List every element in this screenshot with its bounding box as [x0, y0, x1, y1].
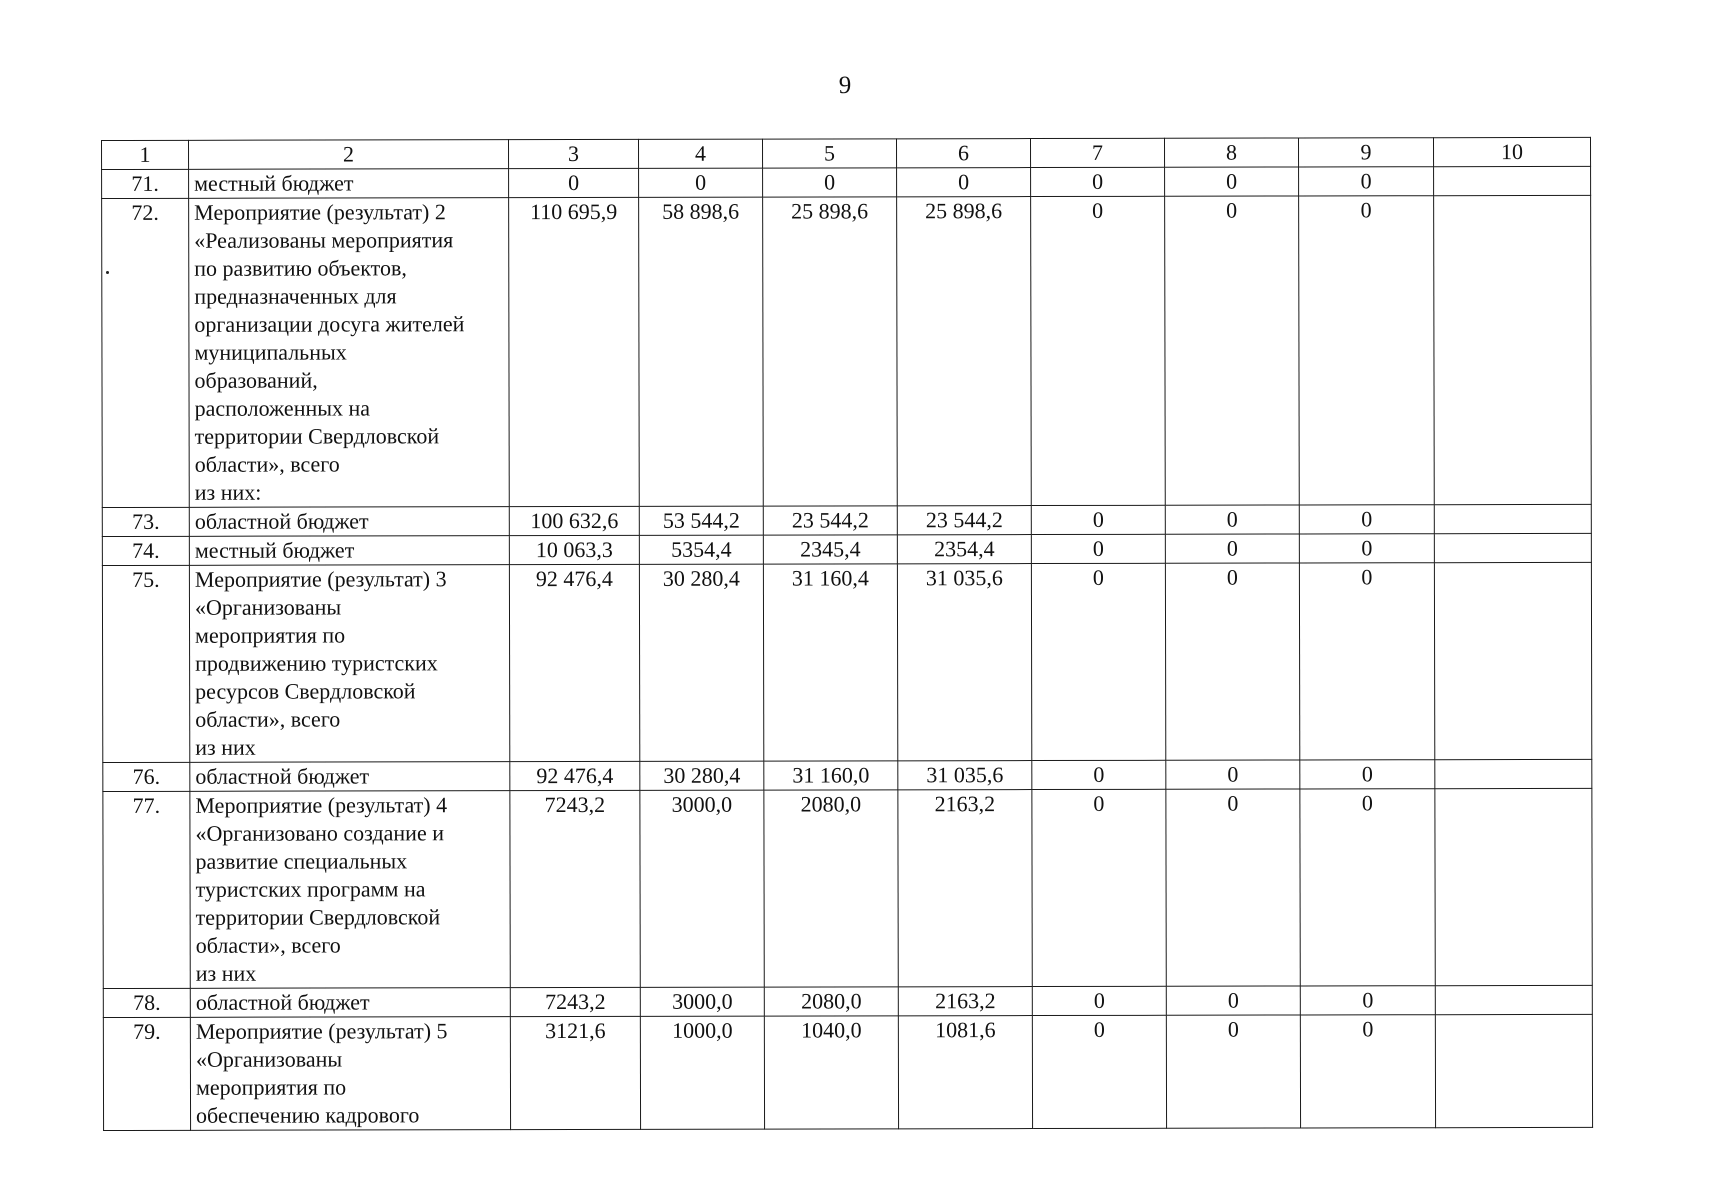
value-cell-col-6: 0	[897, 168, 1031, 197]
row-number: 76.	[103, 762, 190, 791]
value-cell-col-10	[1434, 562, 1591, 759]
value-cell-col-9: 0	[1299, 534, 1434, 563]
row-number: 73.	[102, 507, 189, 536]
value-cell-col-4: 58 898,6	[639, 197, 764, 506]
table-row	[103, 985, 1592, 1017]
row-name-line: территории Свердловской	[194, 423, 440, 449]
value-cell-col-5: 31 160,0	[764, 761, 898, 790]
row-name-line: организации досуга жителей	[194, 311, 465, 337]
row-number: 72.	[102, 198, 190, 507]
value-cell-col-8: 0	[1165, 505, 1299, 534]
table-row	[103, 759, 1592, 791]
row-name-line: областной бюджет	[194, 508, 369, 534]
column-header-8: 8	[1164, 138, 1298, 167]
value-cell-col-3: 7243,2	[510, 790, 640, 987]
value-cell-col-4: 0	[639, 168, 763, 197]
value-cell-col-6: 25 898,6	[897, 197, 1032, 506]
column-header-2: 2	[189, 140, 509, 170]
table-row	[102, 533, 1591, 565]
row-name-line: предназначенных для	[194, 283, 397, 309]
row-name-line: муниципальных	[194, 339, 347, 365]
value-cell-col-10	[1434, 504, 1591, 533]
column-header-4: 4	[638, 139, 762, 168]
row-name	[189, 169, 509, 199]
row-name-line: Мероприятие (результат) 5	[195, 1018, 448, 1044]
value-cell-col-6: 2163,2	[898, 790, 1032, 987]
row-name-line: продвижению туристских	[195, 650, 438, 676]
value-cell-col-5: 0	[763, 168, 897, 197]
row-name	[190, 791, 510, 989]
row-name-line: из них:	[194, 479, 262, 505]
value-cell-col-7: 0	[1031, 505, 1165, 534]
value-cell-col-9: 0	[1299, 167, 1434, 196]
row-name-line: из них	[195, 960, 257, 986]
value-cell-col-10	[1434, 195, 1592, 504]
value-cell-col-3: 92 476,4	[510, 761, 640, 790]
value-cell-col-9: 0	[1300, 789, 1435, 986]
value-cell-col-10	[1434, 166, 1591, 195]
table-row	[103, 1014, 1592, 1130]
row-name-line: обеспечению кадрового	[196, 1102, 420, 1128]
row-name-line: «Организованы	[194, 594, 342, 620]
value-cell-col-8: 0	[1166, 789, 1300, 986]
column-header-10: 10	[1433, 137, 1590, 166]
value-cell-col-8: 0	[1165, 534, 1299, 563]
row-name	[189, 198, 510, 508]
value-cell-col-6: 23 544,2	[897, 506, 1031, 535]
row-name-line: областной бюджет	[195, 989, 370, 1015]
row-name-line: мероприятия по	[195, 622, 346, 648]
value-cell-col-4: 5354,4	[639, 535, 763, 564]
value-cell-col-3: 10 063,3	[509, 535, 639, 564]
value-cell-col-3: 7243,2	[510, 987, 640, 1016]
value-cell-col-6: 2354,4	[897, 535, 1031, 564]
value-cell-col-5: 1040,0	[764, 1016, 898, 1129]
row-name-line: расположенных на	[194, 395, 371, 421]
budget-table-wrapper	[101, 137, 1592, 1131]
value-cell-col-10	[1435, 1014, 1592, 1127]
value-cell-col-9: 0	[1300, 760, 1435, 789]
value-cell-col-4: 30 280,4	[640, 761, 764, 790]
row-name-line: Мероприятие (результат) 4	[195, 792, 448, 818]
row-name-line: из них	[195, 734, 256, 760]
value-cell-col-5: 2080,0	[764, 790, 898, 987]
budget-table	[101, 137, 1593, 1131]
value-cell-col-8: 0	[1166, 1015, 1300, 1128]
row-name-line: местный бюджет	[194, 537, 355, 563]
row-name-line: области», всего	[195, 932, 341, 958]
value-cell-col-5: 2345,4	[763, 535, 897, 564]
row-name-line: по развитию объектов,	[194, 255, 407, 281]
row-name-line: территории Свердловской	[195, 904, 441, 930]
value-cell-col-10	[1434, 533, 1591, 562]
row-name-line: области», всего	[195, 706, 341, 732]
value-cell-col-8: 0	[1166, 760, 1300, 789]
value-cell-col-3: 100 632,6	[509, 506, 639, 535]
row-name	[190, 988, 510, 1018]
row-name-line: местный бюджет	[194, 170, 354, 196]
row-name-line: «Организованы	[195, 1046, 343, 1072]
row-number: 75.	[102, 565, 189, 762]
value-cell-col-7: 0	[1032, 986, 1166, 1015]
value-cell-col-5: 23 544,2	[763, 506, 897, 535]
column-header-9: 9	[1298, 138, 1433, 167]
row-name-line: ресурсов Свердловской	[195, 678, 416, 704]
column-header-7: 7	[1030, 138, 1164, 167]
value-cell-col-7: 0	[1031, 563, 1165, 760]
row-number: 77.	[103, 791, 190, 988]
value-cell-col-7: 0	[1032, 789, 1166, 986]
value-cell-col-4: 3000,0	[640, 987, 764, 1016]
table-row	[102, 166, 1591, 198]
page-number: 9	[838, 72, 852, 99]
row-number: 74.	[102, 536, 189, 565]
value-cell-col-5: 31 160,4	[763, 564, 897, 761]
value-cell-col-9: 0	[1300, 1015, 1435, 1128]
value-cell-col-10	[1435, 759, 1592, 788]
row-name-line: образований,	[194, 367, 318, 393]
column-header-1: 1	[102, 140, 189, 169]
table-row	[103, 788, 1592, 988]
value-cell-col-3: 110 695,9	[509, 197, 640, 506]
row-name	[189, 565, 509, 763]
row-number: 71.	[102, 169, 189, 198]
value-cell-col-8: 0	[1165, 563, 1299, 760]
column-header-3: 3	[509, 139, 639, 168]
row-number: 79.	[103, 1017, 190, 1130]
value-cell-col-6: 1081,6	[898, 1016, 1032, 1129]
value-cell-col-5: 2080,0	[764, 987, 898, 1016]
row-name	[190, 1017, 510, 1131]
value-cell-col-8: 0	[1165, 167, 1299, 196]
row-name-line: областной бюджет	[195, 763, 370, 789]
column-header-5: 5	[762, 139, 896, 168]
value-cell-col-4: 3000,0	[640, 790, 764, 987]
value-cell-col-8: 0	[1165, 196, 1300, 505]
table-header-row	[102, 137, 1591, 169]
row-name-line: туристских программ на	[195, 876, 426, 902]
value-cell-col-3: 3121,6	[510, 1016, 640, 1129]
value-cell-col-10	[1435, 788, 1592, 985]
value-cell-col-3: 0	[509, 168, 639, 197]
value-cell-col-4: 53 544,2	[639, 506, 763, 535]
row-name-line: развитие специальных	[195, 848, 408, 874]
value-cell-col-7: 0	[1031, 167, 1165, 196]
row-name-line: Мероприятие (результат) 2	[194, 199, 446, 225]
value-cell-col-7: 0	[1032, 1015, 1166, 1128]
row-name	[189, 536, 509, 566]
table-row	[102, 195, 1592, 507]
value-cell-col-6: 2163,2	[898, 987, 1032, 1016]
row-number: 78.	[103, 988, 190, 1017]
value-cell-col-7: 0	[1031, 196, 1166, 505]
value-cell-col-6: 31 035,6	[898, 761, 1032, 790]
table-row	[102, 504, 1591, 536]
value-cell-col-4: 30 280,4	[639, 564, 763, 761]
row-name-line: Мероприятие (результат) 3	[194, 566, 447, 592]
value-cell-col-3: 92 476,4	[509, 564, 639, 761]
value-cell-col-10	[1435, 985, 1592, 1014]
table-row	[102, 562, 1591, 762]
row-name-line: «Организовано создание и	[195, 820, 445, 846]
row-name	[190, 762, 510, 792]
value-cell-col-9: 0	[1299, 505, 1434, 534]
value-cell-col-9: 0	[1299, 196, 1435, 505]
value-cell-col-7: 0	[1032, 760, 1166, 789]
value-cell-col-9: 0	[1299, 563, 1434, 760]
value-cell-col-5: 25 898,6	[763, 197, 898, 506]
value-cell-col-4: 1000,0	[640, 1016, 764, 1129]
value-cell-col-9: 0	[1300, 986, 1435, 1015]
row-name	[189, 507, 509, 537]
value-cell-col-8: 0	[1166, 986, 1300, 1015]
row-name-line: мероприятия по	[195, 1074, 347, 1100]
value-cell-col-7: 0	[1031, 534, 1165, 563]
column-header-6: 6	[896, 139, 1030, 168]
row-name-line: области», всего	[194, 451, 340, 477]
row-name-line: «Реализованы мероприятия	[194, 227, 454, 253]
value-cell-col-6: 31 035,6	[897, 564, 1031, 761]
